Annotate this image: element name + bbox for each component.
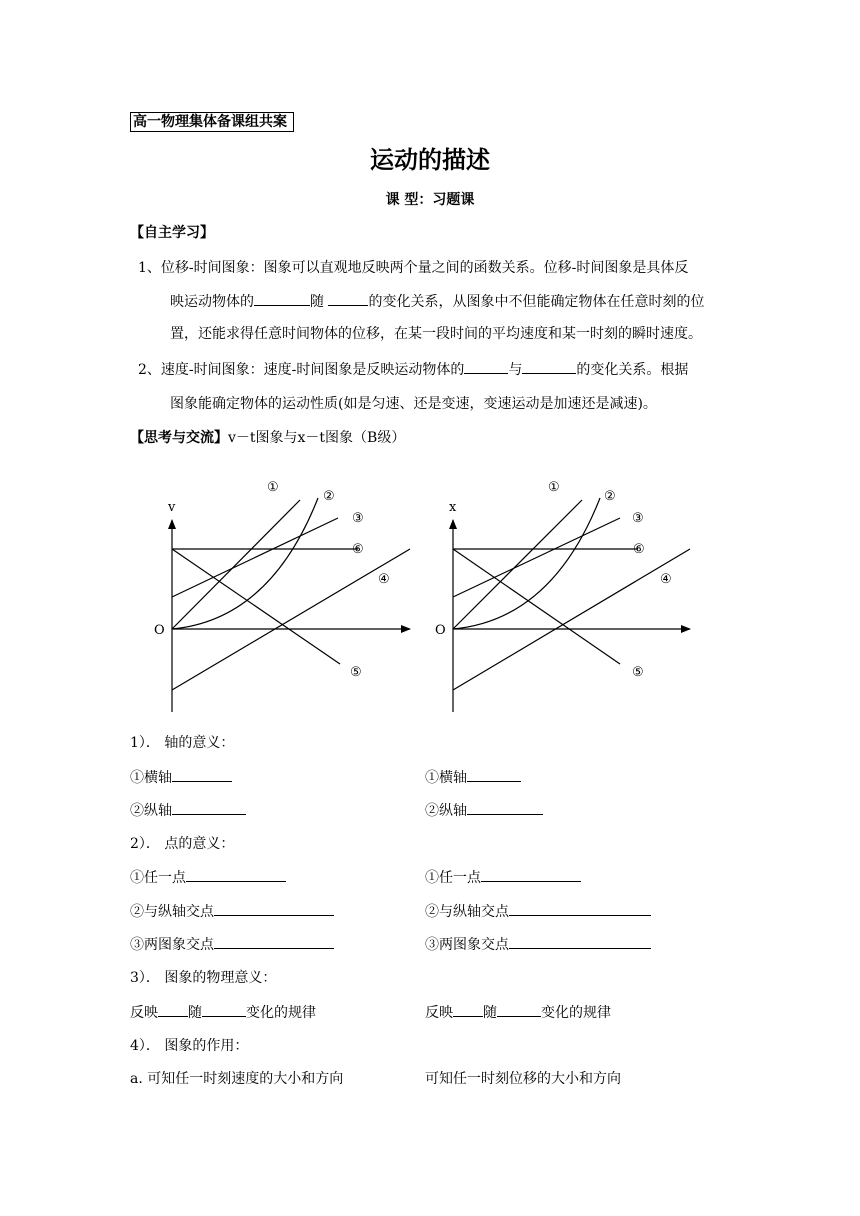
q4-left: a. 可知任一时刻速度的大小和方向 — [130, 1071, 344, 1087]
header-box: 高一物理集体备课组共案 — [130, 112, 294, 132]
q1-right-b — [425, 800, 543, 821]
q1-left-a-label: ①横轴 — [130, 770, 172, 786]
vt-curve-label-1: ① — [267, 480, 279, 495]
item2-line1-c: 的变化关系。根据 — [576, 362, 689, 378]
xt-curve-label-1: ① — [548, 480, 560, 495]
q3-right-a: 反映 — [425, 1005, 453, 1021]
blank[interactable] — [509, 901, 651, 916]
blank[interactable] — [509, 934, 651, 949]
vt-line-4 — [172, 549, 410, 690]
item1-line2-b: 随 — [310, 294, 324, 310]
xt-line-1 — [453, 500, 582, 629]
q1-right-a — [425, 767, 521, 788]
vt-line-5 — [172, 549, 340, 664]
blank[interactable] — [481, 867, 581, 882]
q2-left-a-label: ①任一点 — [130, 870, 186, 886]
xt-line-5 — [453, 549, 620, 664]
blank[interactable] — [172, 767, 232, 782]
blank[interactable] — [214, 901, 334, 916]
blank[interactable] — [172, 800, 246, 815]
q3-right-b: 随 — [483, 1005, 497, 1021]
blank[interactable] — [186, 867, 286, 882]
vt-y-label: v — [168, 500, 176, 515]
q2-left-c-label: ③两图象交点 — [130, 937, 214, 953]
page-title: 运动的描述 — [370, 146, 490, 174]
vt-curve-label-2: ② — [323, 489, 335, 504]
xt-y-label: x — [449, 500, 457, 515]
blank[interactable] — [158, 1002, 188, 1017]
xt-curve-label-5: ⑤ — [632, 665, 644, 680]
item1-line1: 1、位移-时间图象：图象可以直观地反映两个量之间的函数关系。位移-时间图象是具体反 — [138, 260, 689, 276]
vt-graph — [172, 498, 410, 712]
q3-left-a: 反映 — [130, 1005, 158, 1021]
q2-left-a — [130, 867, 286, 888]
vt-curve-label-6: ⑥ — [352, 542, 364, 557]
vt-line-1 — [172, 500, 300, 629]
xt-curve-label-6: ⑥ — [633, 542, 645, 557]
xt-line-3 — [453, 518, 620, 597]
q3-left — [130, 1002, 316, 1023]
q2-left-c — [130, 934, 334, 955]
vt-line-3 — [172, 518, 338, 597]
q2-right-c-label: ③两图象交点 — [425, 937, 509, 953]
q3-heading: 3）． 图象的物理意义： — [130, 970, 277, 986]
q1-right-a-label: ①横轴 — [425, 770, 467, 786]
q2-right-b — [425, 901, 651, 922]
blank[interactable] — [453, 1002, 483, 1017]
xt-origin-label: O — [435, 623, 446, 638]
xt-graph — [453, 498, 690, 712]
vt-origin-label: O — [154, 623, 165, 638]
q4-right: 可知任一时刻位移的大小和方向 — [425, 1071, 621, 1087]
q1-left-a — [130, 767, 232, 788]
q3-left-c: 变化的规律 — [246, 1005, 316, 1021]
q1-left-b — [130, 800, 246, 821]
q2-right-a — [425, 867, 581, 888]
blank[interactable] — [467, 800, 543, 815]
blank[interactable] — [214, 934, 334, 949]
blank[interactable] — [202, 1002, 246, 1017]
section-think-title: 【思考与交流】 — [130, 430, 228, 446]
xt-curve-label-4: ④ — [660, 572, 672, 587]
q2-left-b-label: ②与纵轴交点 — [130, 904, 214, 920]
section-self-study: 【自主学习】 — [130, 225, 214, 241]
q4-heading: 4）． 图象的作用： — [130, 1038, 249, 1054]
q3-left-b: 随 — [188, 1005, 202, 1021]
item2-line1-a: 2、速度-时间图象：速度-时间图象是反映运动物体的 — [138, 362, 465, 378]
blank[interactable] — [497, 1002, 541, 1017]
item2-line1-b: 与 — [508, 362, 523, 378]
q1-right-b-label: ②纵轴 — [425, 803, 467, 819]
q3-right-c: 变化的规律 — [541, 1005, 611, 1021]
q2-left-b — [130, 901, 334, 922]
item1-line2-c: 的变化关系，从图象中不但能确定物体在任意时刻的位 — [368, 294, 705, 310]
q2-right-b-label: ②与纵轴交点 — [425, 904, 509, 920]
q1-heading: 1）． 轴的意义： — [130, 735, 235, 751]
vt-curve-label-4: ④ — [378, 572, 390, 587]
blank[interactable] — [467, 767, 521, 782]
item2-line2: 图象能确定物体的运动性质(如是匀速、还是变速，变速运动是加速还是减速)。 — [170, 396, 657, 412]
section-think-rest: v－t图象与x－t图象（B级） — [228, 430, 406, 446]
q2-heading: 2）． 点的意义： — [130, 836, 235, 852]
xt-curve-label-3: ③ — [632, 511, 644, 526]
item1-line3: 置，还能求得任意时间物体的位移，在某一段时间的平均速度和某一时刻的瞬时速度。 — [170, 326, 702, 342]
vt-curve-label-3: ③ — [352, 511, 364, 526]
item1-line2-a: 映运动物体的 — [170, 294, 254, 310]
q3-right — [425, 1002, 611, 1023]
xt-curve-label-2: ② — [604, 489, 616, 504]
vt-curve-label-5: ⑤ — [350, 665, 362, 680]
q1-left-b-label: ②纵轴 — [130, 803, 172, 819]
q2-right-c — [425, 934, 651, 955]
xt-line-4 — [453, 549, 690, 690]
q2-right-a-label: ①任一点 — [425, 870, 481, 886]
subtitle: 课 型：习题课 — [385, 192, 475, 208]
